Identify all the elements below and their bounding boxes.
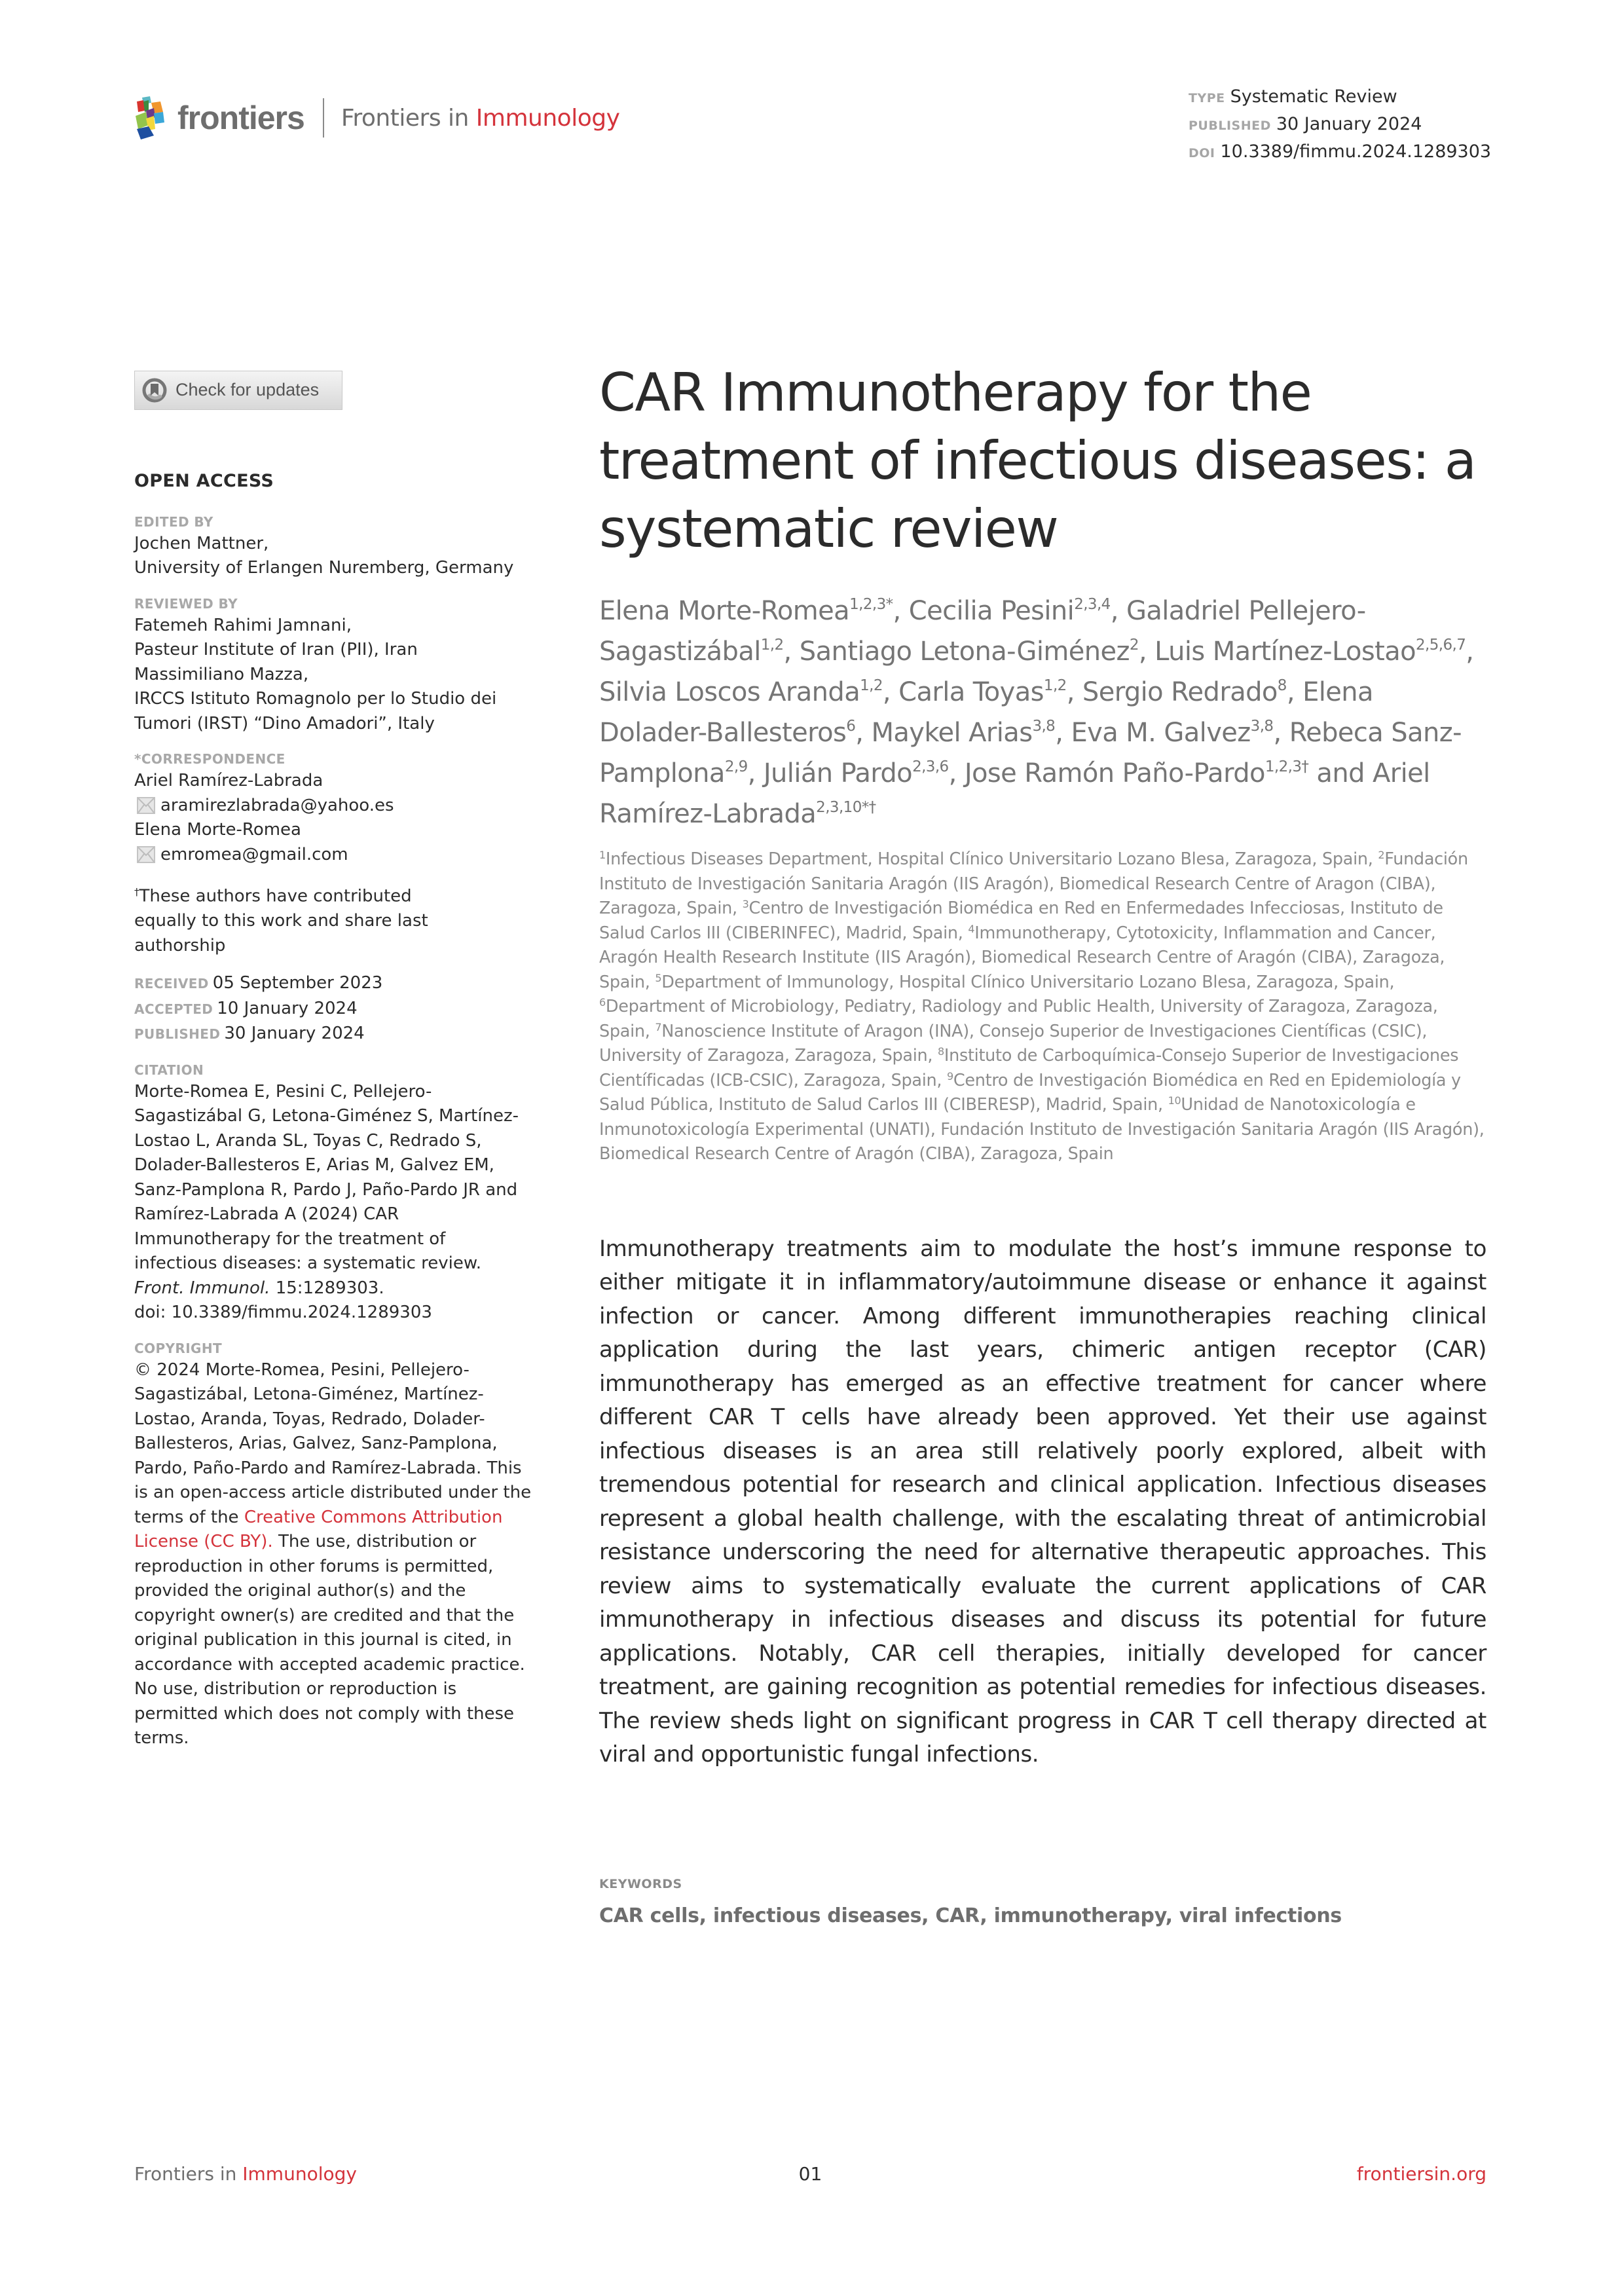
affiliation-number: 4 bbox=[968, 922, 975, 935]
affiliation-number: 7 bbox=[655, 1020, 662, 1033]
affiliation-text: Instituto de Carboquímica-Consejo Superior de Investigaciones Científicadas (ICB-CSIC), Zaragoza, Spain, bbox=[599, 1046, 1459, 1090]
citation-label: CITATION bbox=[134, 1062, 204, 1078]
mail-icon bbox=[137, 797, 155, 814]
page-number: 01 bbox=[798, 2163, 822, 2185]
citation-volume: 15:1289303. bbox=[275, 1278, 384, 1298]
page-footer bbox=[134, 2163, 1486, 2187]
author-name[interactable]: Carla Toyas bbox=[898, 677, 1044, 707]
author-name[interactable]: Sergio Redrado bbox=[1082, 677, 1278, 707]
abstract: Immunotherapy treatments aim to modulate the host’s immune response to either mitigate it in inflammatory/autoimmune disease or enhance it against infection or cancer. Among different immunotherapies reaching clinical application during the last years, chimeric antigen receptor (CAR) immunotherapy has emerged as an effective treatment for cancer where different CAR T cells have already been approved. Yet their use against infectious diseases is an area still relatively poorly explored, albeit with tremendous potential for research and clinical application. Infectious diseases represent a global health challenge, with the escalating threat of antimicrobial resistance underscoring the need for alternative therapeutic approaches. This review aims to systematically evaluate the current applications of CAR immunotherapy in infectious diseases and discuss its potential for future applications. Notably, CAR cell therapies, initially developed for cancer treatment, are gaining recognition as potential remedies for infectious diseases. The review sheds light on significant progress in CAR T cell therapy directed at viral and opportunistic fungal infections. bbox=[599, 1235, 1486, 1768]
cc-by-license-link[interactable]: Creative Commons Attribution License (CC BY). bbox=[134, 1507, 503, 1552]
author-separator: , bbox=[882, 677, 899, 707]
check-for-updates-button[interactable] bbox=[134, 371, 342, 410]
dates-section bbox=[134, 971, 534, 1047]
copyright-label: COPYRIGHT bbox=[134, 1340, 223, 1356]
author-affiliation-markers: 1,2 bbox=[860, 677, 883, 694]
correspondence-section bbox=[134, 749, 534, 867]
author-affiliation-markers: 1,2,3† bbox=[1264, 758, 1309, 775]
correspondent-email[interactable]: emromea@gmail.com bbox=[160, 844, 348, 864]
affiliation-text: Centro de Investigación Biomédica en Red en Enfermedades Infecciosas, Instituto de Salud Carlos III (CIBERINFEC), Madrid, Spain, bbox=[599, 898, 1443, 943]
author-name[interactable]: Elena Dolader-Ballesteros bbox=[599, 677, 1373, 748]
open-access-label: OPEN ACCESS bbox=[134, 471, 274, 491]
published-value: 30 January 2024 bbox=[1276, 114, 1422, 134]
author-separator: , bbox=[948, 758, 965, 788]
published-label: PUBLISHED bbox=[1189, 119, 1271, 133]
accepted-value: 10 January 2024 bbox=[217, 998, 358, 1018]
footer-journal-prefix: Frontiers in bbox=[134, 2163, 237, 2185]
affiliation-text: Fundación Instituto de Investigación Sanitaria Aragón (IIS Aragón), Biomedical Research Centre of Aragon (CIBA), Zaragoza, Spain, bbox=[599, 849, 1468, 918]
author-affiliation-markers: 2 bbox=[1129, 637, 1139, 654]
keywords-label: KEYWORDS bbox=[599, 1876, 682, 1891]
affiliation-text: Infectious Diseases Department, Hospital Clínico Universitario Lozano Blesa, Zaragoza, Spain, bbox=[605, 849, 1378, 869]
affiliation-text: Department of Microbiology, Pediatry, Radiology and Public Health, University of Zaragoza, Zaragoza, Spain, bbox=[599, 997, 1438, 1041]
author-name[interactable]: Julián Pardo bbox=[763, 758, 913, 788]
citation-text: Morte-Romea E, Pesini C, Pellejero-Sagastizábal G, Letona-Giménez S, Martínez-Lostao L, Aranda SL, Toyas C, Redrado S, Dolader-Ballesteros E, Arias M, Galvez EM, Sanz-Pamplona R, Pardo J, Paño-Pardo JR and Ramírez-Labrada A (2024) CAR Immunotherapy for the treatment of infectious diseases: a systematic review. bbox=[134, 1081, 519, 1274]
affiliation-text: Department of Immunology, Hospital Clínico Universitario Lozano Blesa, Zaragoza, Spain, bbox=[661, 972, 1395, 992]
author-separator: and bbox=[1308, 758, 1373, 788]
author-affiliation-markers: 2,3,4 bbox=[1074, 596, 1111, 613]
header-divider bbox=[323, 98, 324, 138]
citation-section bbox=[134, 1060, 527, 1325]
journal-accent: Immunology bbox=[475, 104, 620, 132]
equal-contribution-text: These authors have contributed equally to this work and share last authorship bbox=[134, 886, 428, 955]
author-name[interactable]: Jose Ramón Paño-Pardo bbox=[964, 758, 1265, 788]
received-value: 05 September 2023 bbox=[212, 973, 383, 993]
reviewer-name: Fatemeh Rahimi Jamnani, bbox=[134, 615, 352, 635]
published-value: 30 January 2024 bbox=[224, 1024, 365, 1044]
author-name[interactable]: Elena Morte-Romea bbox=[599, 596, 850, 626]
author-separator: , bbox=[1466, 637, 1474, 667]
dagger-mark: † bbox=[134, 886, 139, 898]
author-separator: , bbox=[855, 718, 872, 748]
author-affiliation-markers: 3,8 bbox=[1250, 718, 1274, 735]
author-name[interactable]: Rebeca Sanz-Pamplona bbox=[599, 718, 1462, 788]
published-label: PUBLISHED bbox=[134, 1026, 221, 1043]
author-name[interactable]: Cecilia Pesini bbox=[908, 596, 1075, 626]
journal-header bbox=[134, 92, 619, 144]
author-separator: , bbox=[1273, 718, 1289, 748]
type-label: TYPE bbox=[1189, 91, 1225, 105]
doi-row bbox=[1189, 139, 1491, 166]
author-separator: , bbox=[1055, 718, 1071, 748]
keywords: CAR cells, infectious diseases, CAR, immunotherapy, viral infections bbox=[599, 1904, 1342, 1927]
author-affiliation-markers: 2,9 bbox=[724, 758, 748, 775]
affiliation-number: 1 bbox=[599, 849, 606, 861]
affiliation-number: 6 bbox=[599, 996, 606, 1009]
copyright-text: © 2024 Morte-Romea, Pesini, Pellejero-Sagastizábal, Letona-Giménez, Martínez-Lostao, Aranda, Toyas, Redrado, Dolader-Ballesteros, Arias, Galvez, Sanz-Pamplona, Pardo, Paño-Pardo and Ramírez-Labrada. This is an open-access article distributed under the terms of the bbox=[134, 1360, 532, 1527]
affiliation-text: Nanoscience Institute of Aragon (INA), Consejo Superior de Investigaciones Científicas (CSIC), University of Zaragoza, Zaragoza, Spain, bbox=[599, 1021, 1428, 1065]
copyright-section bbox=[134, 1339, 534, 1751]
doi-label: DOI bbox=[1189, 146, 1215, 160]
article-type-row bbox=[1189, 84, 1491, 111]
author-separator: , bbox=[1286, 677, 1303, 707]
author-name[interactable]: Luis Martínez-Lostao bbox=[1154, 637, 1416, 667]
editor-name: Jochen Mattner, bbox=[134, 533, 269, 553]
affiliation-number: 2 bbox=[1378, 849, 1385, 861]
journal-prefix: Frontiers in bbox=[341, 104, 469, 132]
author-name[interactable]: Ariel Ramírez-Labrada bbox=[599, 758, 1430, 829]
accepted-label: ACCEPTED bbox=[134, 1001, 213, 1017]
author-affiliation-markers: 1,2 bbox=[1043, 677, 1067, 694]
correspondent-name: Ariel Ramírez-Labrada bbox=[134, 771, 323, 790]
article-meta bbox=[1189, 84, 1491, 166]
affiliation-number: 9 bbox=[946, 1069, 953, 1083]
author-name[interactable]: Maykel Arias bbox=[871, 718, 1033, 748]
edited-by-label: EDITED BY bbox=[134, 513, 213, 530]
author-separator: , bbox=[1066, 677, 1082, 707]
journal-name[interactable] bbox=[341, 105, 620, 132]
article-title: CAR Immunotherapy for the treatment of infectious diseases: a systematic review bbox=[599, 362, 1476, 559]
author-affiliation-markers: 2,3,6 bbox=[912, 758, 949, 775]
sidebar bbox=[134, 371, 534, 1751]
author-list bbox=[599, 591, 1486, 834]
reviewer-affiliation: Pasteur Institute of Iran (PII), Iran bbox=[134, 640, 418, 659]
copyright-terms: The use, distribution or reproduction in other forums is permitted, provided the original author(s) and the copyright owner(s) are credited and that the original publication in this journal is cited, in accordance with accepted academic practice. No use, distribution or reproduction is permitted which does not comply with these terms. bbox=[134, 1532, 525, 1749]
author-affiliation-markers: 1,2,3* bbox=[849, 596, 893, 613]
check-for-updates-label: Check for updates bbox=[175, 380, 320, 400]
email-row bbox=[134, 843, 534, 868]
author-affiliation-markers: 1,2 bbox=[760, 637, 784, 654]
affiliation-number: 5 bbox=[655, 971, 662, 984]
type-value: Systematic Review bbox=[1230, 86, 1397, 107]
reviewer-name: Massimiliano Mazza, bbox=[134, 664, 309, 684]
author-separator: , bbox=[783, 637, 800, 667]
reviewed-by-label: REVIEWED BY bbox=[134, 595, 238, 612]
published-row bbox=[1189, 111, 1491, 139]
reviewer-affiliation: IRCCS Istituto Romagnolo per lo Studio dei Tumori (IRST) “Dino Amadori”, Italy bbox=[134, 689, 497, 733]
received-label: RECEIVED bbox=[134, 976, 209, 992]
frontiers-logo-icon bbox=[134, 96, 168, 139]
brand-wordmark: frontiers bbox=[177, 100, 304, 136]
doi-value[interactable]: 10.3389/fimmu.2024.1289303 bbox=[1220, 141, 1492, 162]
article-main bbox=[599, 359, 1486, 1927]
affiliation-number: 8 bbox=[938, 1045, 944, 1058]
editor-affiliation: University of Erlangen Nuremberg, Germany bbox=[134, 558, 514, 578]
affiliation-number: 10 bbox=[1168, 1094, 1181, 1107]
correspondent-name: Elena Morte-Romea bbox=[134, 820, 301, 840]
bookmark-update-icon bbox=[141, 377, 168, 403]
correspondent-email[interactable]: aramirezlabrada@yahoo.es bbox=[160, 795, 394, 815]
affiliation-text: Centro de Investigación Biomédica en Red en Epidemiología y Salud Pública, Instituto de Salud Carlos III (CIBERESP), Madrid, Spain, bbox=[599, 1070, 1461, 1115]
author-affiliation-markers: 3,8 bbox=[1032, 718, 1056, 735]
author-separator: , bbox=[1138, 637, 1155, 667]
equal-contribution-note bbox=[134, 880, 449, 958]
author-separator: , bbox=[747, 758, 764, 788]
author-name[interactable]: Eva M. Galvez bbox=[1071, 718, 1251, 748]
footer-journal-accent: Immunology bbox=[242, 2163, 357, 2185]
author-affiliation-markers: 2,3,10*† bbox=[816, 799, 876, 816]
author-name[interactable]: Santiago Letona-Giménez bbox=[799, 637, 1130, 667]
affiliation-text: Unidad de Nanotoxicología e Inmunotoxicología Experimental (UNATI), Fundación Instituto de Investigación Sanitaria Aragón (IIS Aragón), Biomedical Research Centre of Aragón (CIBA), Zaragoza, Spain bbox=[599, 1095, 1485, 1164]
affiliation-text: Immunotherapy, Cytotoxicity, Inflammation and Cancer, Aragón Health Research Institute (IIS Aragón), Biomedical Research Centre of Aragón (CIBA), Zaragoza, Spain, bbox=[599, 923, 1445, 992]
author-affiliation-markers: 8 bbox=[1277, 677, 1287, 694]
author-separator: , bbox=[893, 596, 909, 626]
author-separator: , bbox=[1110, 596, 1126, 626]
frontiersin-link[interactable]: frontiersin.org bbox=[1356, 2163, 1486, 2185]
author-name[interactable]: Silvia Loscos Aranda bbox=[599, 677, 860, 707]
author-affiliation-markers: 2,5,6,7 bbox=[1415, 637, 1466, 654]
affiliations bbox=[599, 847, 1486, 1167]
affiliation-number: 3 bbox=[742, 898, 749, 910]
edited-by-section bbox=[134, 512, 534, 581]
citation-journal: Front. Immunol. bbox=[134, 1278, 270, 1298]
citation-doi[interactable]: doi: 10.3389/fimmu.2024.1289303 bbox=[134, 1303, 432, 1323]
author-affiliation-markers: 6 bbox=[846, 718, 856, 735]
mail-icon bbox=[137, 846, 155, 863]
correspondence-label: *CORRESPONDENCE bbox=[134, 751, 286, 767]
email-row bbox=[134, 794, 534, 819]
author-name[interactable]: Galadriel Pellejero-Sagastizábal bbox=[599, 596, 1366, 667]
reviewed-by-section bbox=[134, 594, 534, 737]
